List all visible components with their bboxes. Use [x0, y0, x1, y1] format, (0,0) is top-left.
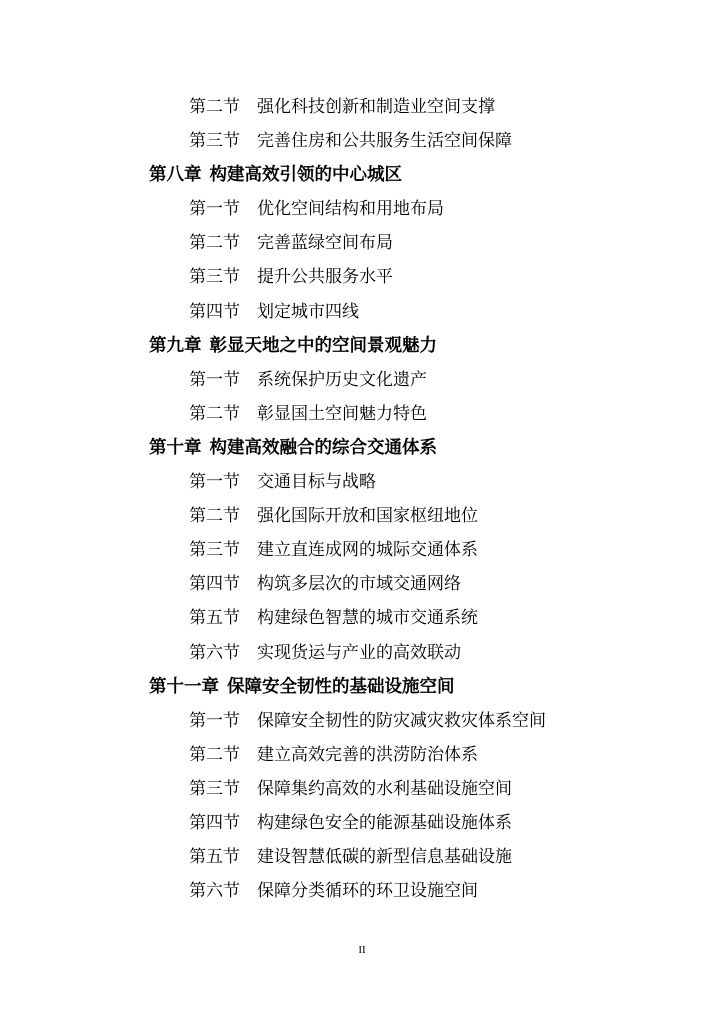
chapter-title: 构建高效融合的综合交通体系 — [209, 437, 437, 458]
section-title: 系统保护历史文化遗产 — [257, 369, 427, 390]
section-number: 第二节 — [189, 233, 240, 254]
section-title: 实现货运与产业的高效联动 — [257, 642, 461, 663]
toc-section-entry — [0, 90, 724, 124]
toc-chapter-entry — [0, 431, 724, 465]
toc-section-entry — [0, 704, 724, 738]
toc-section-entry — [0, 567, 724, 601]
section-title: 优化空间结构和用地布局 — [257, 199, 444, 220]
section-title: 构建绿色安全的能源基础设施体系 — [257, 812, 512, 833]
section-title: 完善蓝绿空间布局 — [257, 233, 393, 254]
section-number: 第二节 — [189, 506, 240, 527]
toc-chapter-entry — [0, 329, 724, 363]
section-number: 第五节 — [189, 847, 240, 868]
toc-section-entry — [0, 533, 724, 567]
section-number: 第四节 — [189, 301, 240, 322]
section-number: 第二节 — [189, 97, 240, 117]
section-number: 第二节 — [189, 744, 240, 765]
toc-section-entry — [0, 874, 724, 908]
toc-section-entry — [0, 124, 724, 158]
toc-section-entry — [0, 840, 724, 874]
section-title: 保障分类循环的环卫设施空间 — [257, 881, 478, 902]
section-title: 构建绿色智慧的城市交通系统 — [257, 608, 478, 629]
section-number: 第一节 — [189, 472, 240, 493]
section-number: 第四节 — [189, 812, 240, 833]
section-title: 构筑多层次的市域交通网络 — [257, 574, 461, 595]
section-number: 第四节 — [189, 574, 240, 595]
toc-section-entry — [0, 601, 724, 635]
toc-chapter-entry — [0, 158, 724, 192]
section-title: 建立高效完善的洪涝防治体系 — [257, 744, 478, 765]
toc-section-entry — [0, 465, 724, 499]
toc-section-entry — [0, 772, 724, 806]
toc-section-entry — [0, 806, 724, 840]
section-number: 第一节 — [189, 710, 240, 731]
toc-section-entry — [0, 499, 724, 533]
toc-chapter-entry — [0, 670, 724, 704]
chapter-title: 构建高效引领的中心城区 — [209, 165, 402, 186]
page-number: II — [358, 944, 366, 956]
chapter-title: 彰显天地之中的空间景观魅力 — [209, 335, 437, 356]
table-of-contents — [0, 90, 724, 908]
chapter-title: 保障安全韧性的基础设施空间 — [227, 676, 455, 697]
section-number: 第一节 — [189, 369, 240, 390]
section-title: 彰显国土空间魅力特色 — [257, 403, 427, 424]
toc-section-entry — [0, 397, 724, 431]
section-number: 第三节 — [189, 267, 240, 288]
section-title: 保障安全韧性的防灾减灾救灾体系空间 — [257, 710, 546, 731]
section-title: 保障集约高效的水利基础设施空间 — [257, 778, 512, 799]
section-number: 第一节 — [189, 199, 240, 220]
section-number: 第三节 — [189, 131, 240, 152]
toc-section-entry — [0, 738, 724, 772]
section-title: 强化科技创新和制造业空间支撑 — [257, 97, 495, 117]
toc-section-entry — [0, 295, 724, 329]
chapter-number: 第九章 — [149, 335, 202, 356]
section-number: 第三节 — [189, 778, 240, 799]
section-title: 强化国际开放和国家枢纽地位 — [257, 506, 478, 527]
chapter-number: 第十章 — [149, 437, 202, 458]
chapter-number: 第八章 — [149, 165, 202, 186]
section-number: 第五节 — [189, 608, 240, 629]
section-number: 第三节 — [189, 540, 240, 561]
toc-section-entry — [0, 226, 724, 260]
section-title: 交通目标与战略 — [257, 472, 376, 493]
section-title: 建设智慧低碳的新型信息基础设施 — [257, 847, 512, 868]
section-title: 完善住房和公共服务生活空间保障 — [257, 131, 512, 152]
section-number: 第六节 — [189, 881, 240, 902]
section-number: 第六节 — [189, 642, 240, 663]
section-title: 划定城市四线 — [257, 301, 359, 322]
section-title: 提升公共服务水平 — [257, 267, 393, 288]
toc-section-entry — [0, 363, 724, 397]
toc-section-entry — [0, 636, 724, 670]
section-title: 建立直连成网的城际交通体系 — [257, 540, 478, 561]
toc-section-entry — [0, 260, 724, 294]
toc-section-entry — [0, 192, 724, 226]
chapter-number: 第十一章 — [149, 676, 219, 697]
section-number: 第二节 — [189, 403, 240, 424]
